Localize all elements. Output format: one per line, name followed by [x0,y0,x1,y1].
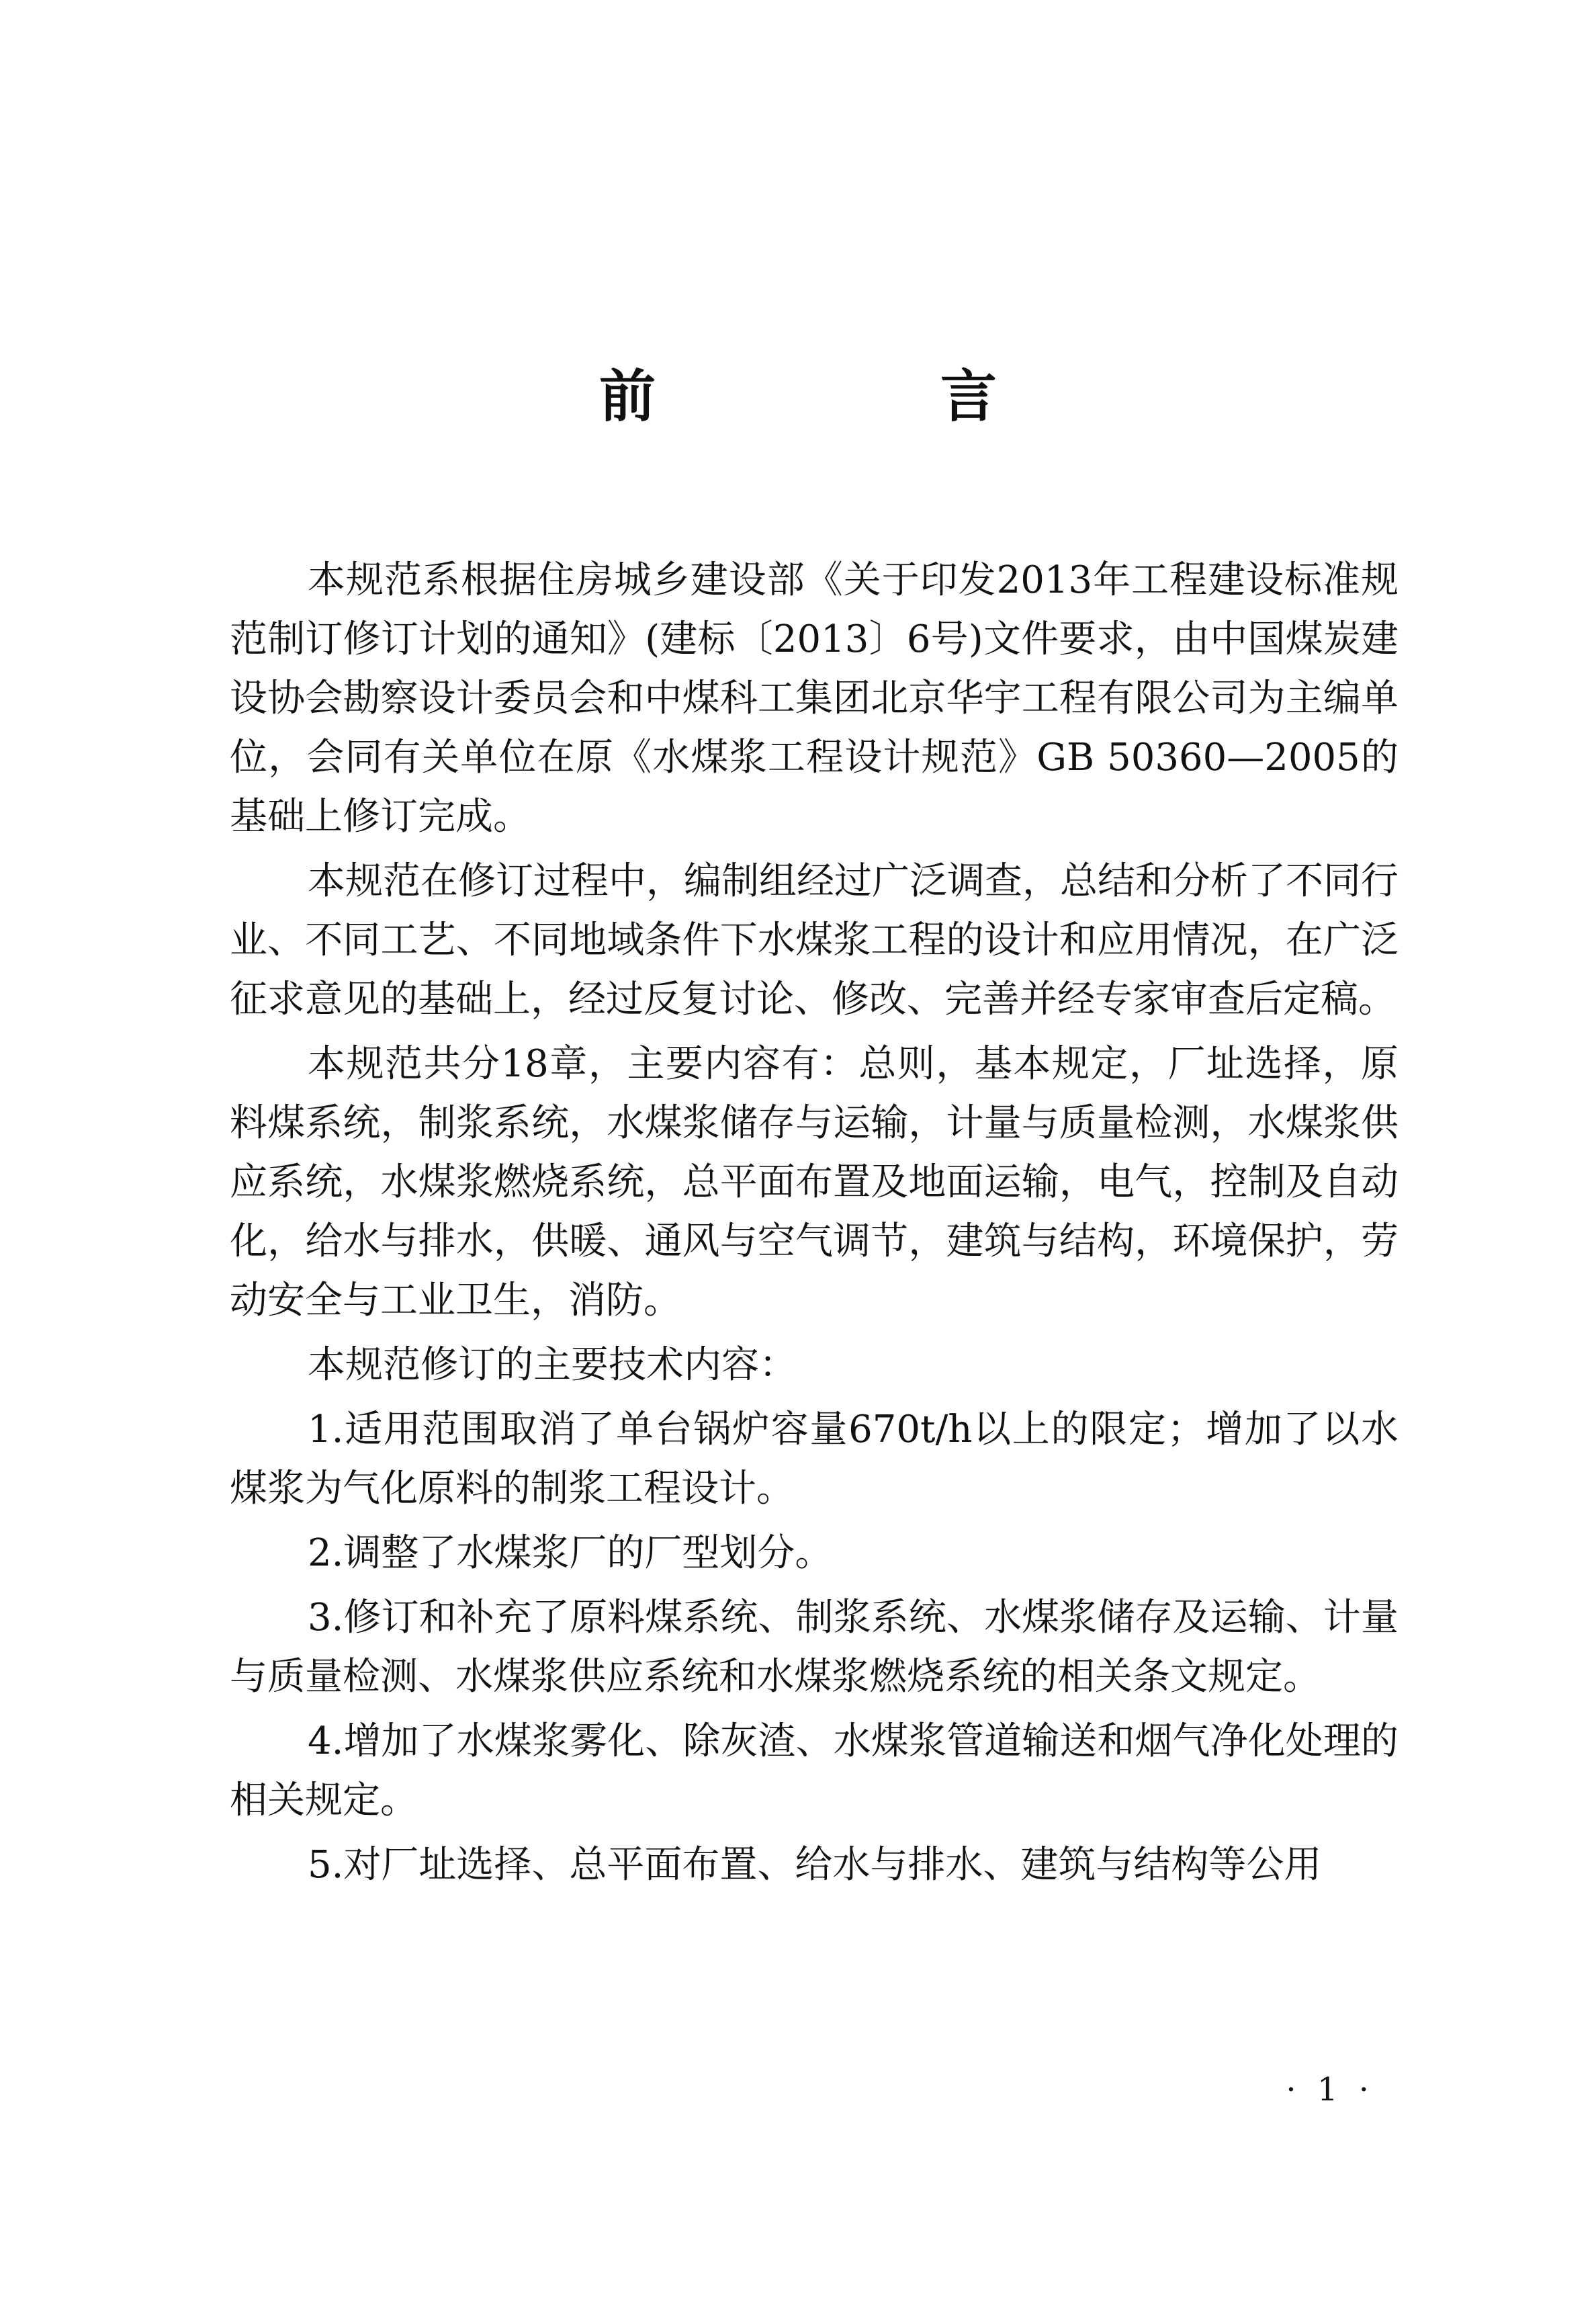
paragraph-main-changes-intro: 本规范修订的主要技术内容： [308,1343,797,1387]
paragraph-change-4: 4.增加了水煤浆雾化、除灰渣、水煤浆管道输送和烟气净化处理的相关规定。 [230,1719,1399,1822]
paragraph-change-1: 1.适用范围取消了单台锅炉容量670t/h以上的限定；增加了以水煤浆为气化原料的制浆工程设计。 [230,1408,1399,1510]
paragraph-contents: 本规范共分18章，主要内容有：总则，基本规定，厂址选择，原料煤系统，制浆系统，水煤浆储存与运输，计量与质量检测，水煤浆供应系统，水煤浆燃烧系统，总平面布置及地面运输，电气，控制及自动化，给水与排水，供暖、通风与空气调节，建筑与结构，环境保护，劳动安全与工业卫生，消防。 [230,1042,1399,1322]
paragraph-change-5: 5.对厂址选择、总平面布置、给水与排水、建筑与结构等公用 [308,1843,1322,1887]
paragraph-basis: 本规范系根据住房城乡建设部《关于印发2013年工程建设标准规范制订修订计划的通知》(建标〔2013〕6号)文件要求，由中国煤炭建设协会勘察设计委员会和中煤科工集团北京华宇工程有限公司为主编单位，会同有关单位在原《水煤浆工程设计规范》GB 50360—2005的基础上修订完成。 [230,558,1399,839]
document-body [230,551,1399,1900]
page-title: 前 言 [598,363,1111,429]
paragraph-change-2: 2.调整了水煤浆厂的厂型划分。 [308,1531,833,1575]
page-number: · 1 · [1286,2071,1374,2108]
paragraph-change-3: 3.修订和补充了原料煤系统、制浆系统、水煤浆储存及运输、计量与质量检测、水煤浆供应系统和水煤浆燃烧系统的相关条文规定。 [230,1596,1399,1699]
paragraph-revision-process: 本规范在修订过程中，编制组经过广泛调查，总结和分析了不同行业、不同工艺、不同地域条件下水煤浆工程的设计和应用情况，在广泛征求意见的基础上，经过反复讨论、修改、完善并经专家审查后定稿。 [230,859,1399,1021]
